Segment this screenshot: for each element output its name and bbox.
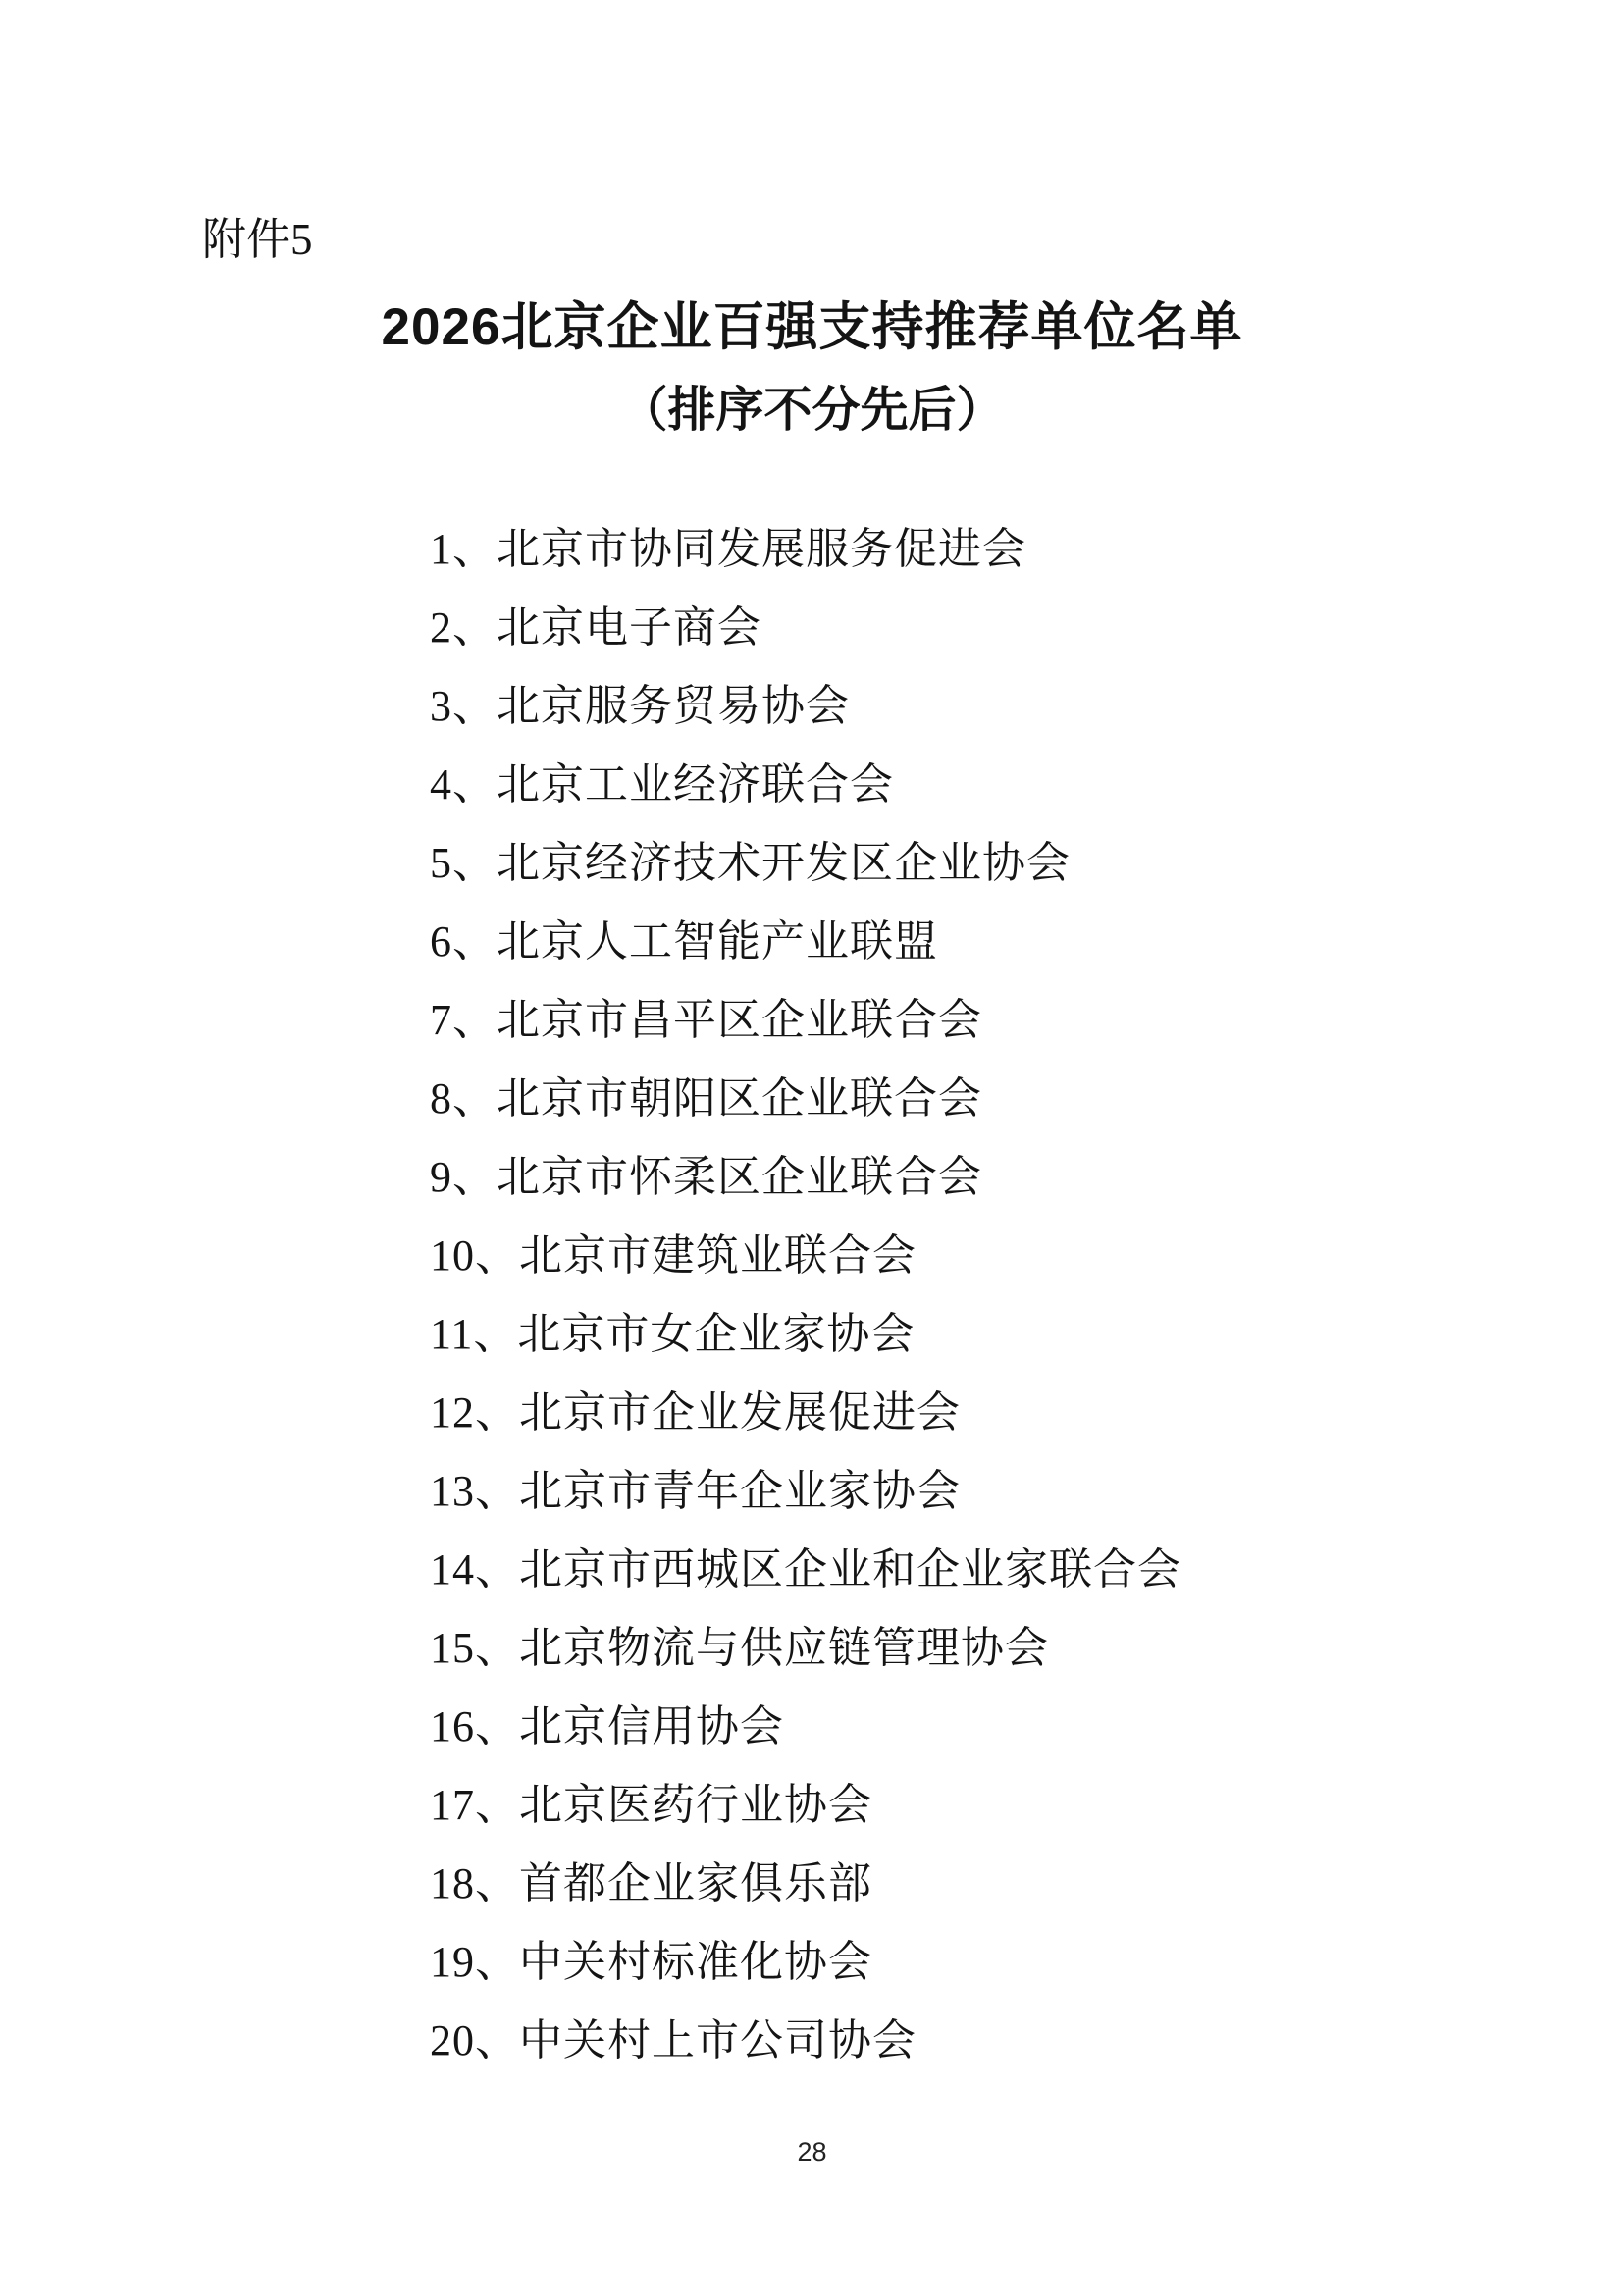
list-item	[430, 589, 1181, 667]
item-number: 13、	[430, 1467, 519, 1515]
document-title: 2026北京企业百强支持推荐单位名单	[381, 298, 1243, 356]
item-number: 17、	[430, 1781, 519, 1829]
document-subtitle: （排序不分先后）	[619, 384, 1005, 437]
organization-list	[430, 510, 1181, 2080]
item-name: 北京市企业发展促进会	[519, 1388, 961, 1436]
item-name: 北京电子商会	[497, 603, 761, 652]
item-name: 首都企业家俱乐部	[519, 1859, 872, 1907]
item-name: 北京市昌平区企业联合会	[497, 996, 982, 1044]
list-item	[430, 1452, 1181, 1531]
list-item	[430, 1923, 1181, 2002]
item-number: 14、	[430, 1545, 519, 1593]
list-item	[430, 1845, 1181, 1923]
item-name: 北京市女企业家协会	[517, 1310, 916, 1358]
item-number: 7、	[430, 996, 497, 1044]
attachment-label: 附件5	[202, 215, 313, 264]
item-number: 18、	[430, 1859, 519, 1907]
item-name: 北京信用协会	[519, 1702, 784, 1750]
list-item	[430, 667, 1181, 746]
item-name: 北京市西城区企业和企业家联合会	[519, 1545, 1181, 1593]
item-name: 北京市青年企业家协会	[519, 1467, 961, 1515]
item-name: 北京人工智能产业联盟	[497, 917, 938, 965]
item-number: 2、	[430, 603, 497, 652]
list-item	[430, 1217, 1181, 1295]
list-item	[430, 903, 1181, 981]
item-number: 11、	[430, 1310, 518, 1358]
item-number: 12、	[430, 1388, 519, 1436]
item-name: 北京市建筑业联合会	[519, 1231, 917, 1279]
item-name: 北京市协同发展服务促进会	[497, 525, 1026, 573]
list-item	[430, 1060, 1181, 1138]
item-number: 10、	[430, 1231, 519, 1279]
item-number: 5、	[430, 839, 497, 887]
item-number: 16、	[430, 1702, 519, 1750]
item-number: 4、	[430, 760, 497, 808]
item-number: 6、	[430, 917, 497, 965]
list-item	[430, 981, 1181, 1060]
item-name: 中关村上市公司协会	[519, 2016, 917, 2064]
item-number: 9、	[430, 1153, 497, 1201]
item-name: 北京市朝阳区企业联合会	[497, 1074, 982, 1122]
item-number: 20、	[430, 2016, 519, 2064]
item-name: 中关村标准化协会	[519, 1938, 872, 1986]
list-item	[430, 1374, 1181, 1452]
list-item	[430, 510, 1181, 589]
list-item	[430, 824, 1181, 903]
list-item	[430, 746, 1181, 824]
item-number: 19、	[430, 1938, 519, 1986]
list-item	[430, 1609, 1181, 1688]
item-name: 北京市怀柔区企业联合会	[497, 1153, 982, 1201]
list-item	[430, 1766, 1181, 1845]
item-name: 北京物流与供应链管理协会	[519, 1624, 1049, 1672]
list-item	[430, 1138, 1181, 1217]
list-item	[430, 2002, 1181, 2080]
item-name: 北京服务贸易协会	[497, 682, 850, 730]
list-item	[430, 1295, 1181, 1374]
item-name: 北京工业经济联合会	[497, 760, 894, 808]
item-name: 北京医药行业协会	[519, 1781, 872, 1829]
item-number: 15、	[430, 1624, 519, 1672]
item-number: 3、	[430, 682, 497, 730]
item-name: 北京经济技术开发区企业协会	[497, 839, 1071, 887]
list-item	[430, 1688, 1181, 1766]
item-number: 1、	[430, 525, 497, 573]
item-number: 8、	[430, 1074, 497, 1122]
page-number: 28	[797, 2137, 827, 2166]
list-item	[430, 1531, 1181, 1609]
